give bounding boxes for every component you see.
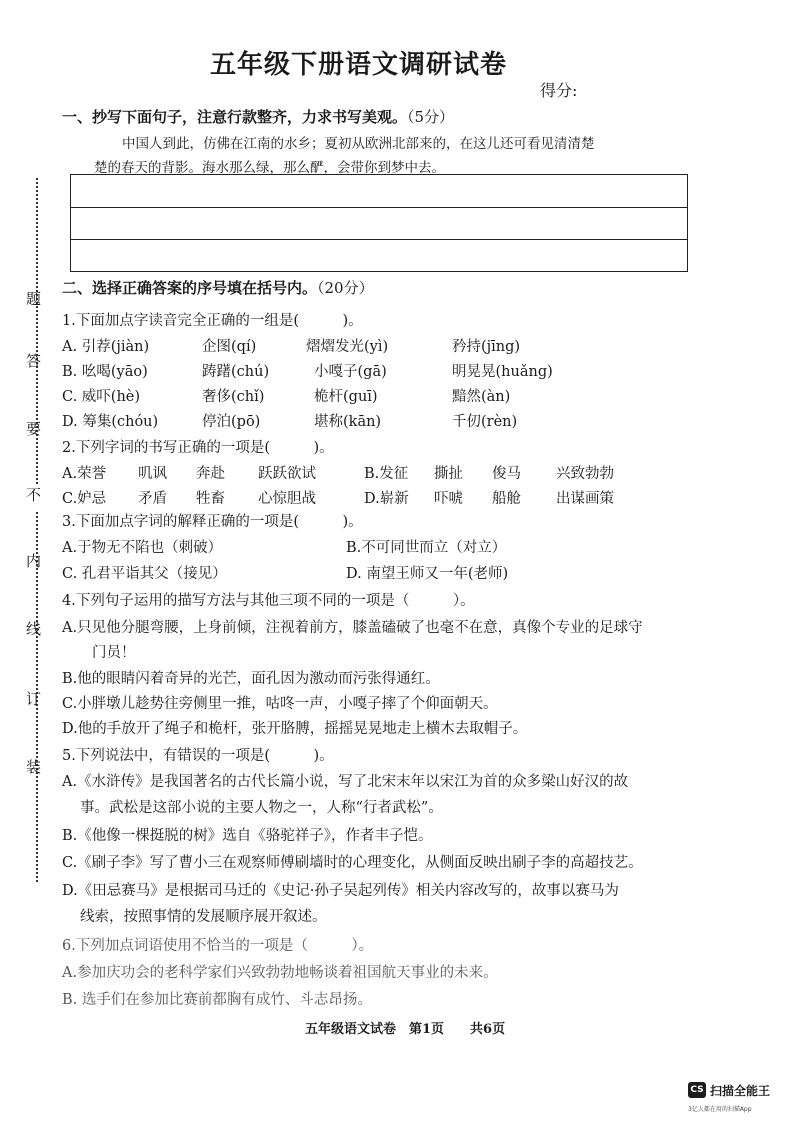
q2-word: 俊马 bbox=[492, 466, 521, 482]
q5-option-a-cont: 事。武松是这部小说的主要人物之一，人称“行者武松”。 bbox=[80, 800, 443, 816]
writing-rule bbox=[71, 239, 687, 240]
q1-option: 奢侈(chǐ) bbox=[202, 389, 265, 405]
q5-option-c: C.《刷子李》写了曹小三在观察师傅刷墙时的心理变化，从侧面反映出刷子李的高超技艺。 bbox=[62, 855, 643, 871]
q1-option: 堪称(kān) bbox=[314, 414, 382, 430]
q6-stem: 6.下列加点词语使用不恰当的一项是（ ）。 bbox=[62, 938, 374, 954]
passage-line-1: 中国人到此，仿佛在江南的水乡；夏初从欧洲北部来的，在这儿还可看见清清楚 bbox=[122, 136, 595, 152]
section2-heading-text: 二、选择正确答案的序号填在括号内。 bbox=[62, 279, 318, 297]
scanner-logo-icon: CS bbox=[688, 1082, 706, 1098]
q4-stem: 4.下列句子运用的描写方法与其他三项不同的一项是（ ）。 bbox=[62, 593, 475, 609]
margin-char: 内 bbox=[26, 552, 42, 570]
q1-option: 明晃晃(huǎng) bbox=[452, 364, 553, 380]
q1-option: C. 威吓(hè) bbox=[62, 389, 141, 405]
q4-option-a: A.只见他分腿弯腰，上身前倾，注视着前方，膝盖磕破了也毫不在意，真像个专业的足球守 bbox=[62, 620, 643, 636]
q2-word: 出谋画策 bbox=[556, 491, 614, 507]
q1-option: 千仞(rèn) bbox=[452, 414, 518, 430]
writing-rule bbox=[71, 207, 687, 208]
section1-heading-text: 一、抄写下面句子，注意行款整齐，力求书写美观。 bbox=[62, 108, 408, 126]
section2-points: （20分） bbox=[317, 279, 374, 297]
section1-heading bbox=[62, 106, 454, 127]
margin-char: 线 bbox=[26, 620, 42, 638]
scanner-app-name: 扫描全能王 bbox=[710, 1084, 771, 1098]
q2-word: A.荣誉 bbox=[62, 466, 107, 482]
q4-option-d: D.他的手放开了绳子和桅杆，张开胳膊，摇摇晃晃地走上横木去取帽子。 bbox=[62, 721, 528, 737]
q1-option: 停泊(pō) bbox=[202, 414, 261, 430]
q4-option-a-cont: 门员！ bbox=[92, 645, 136, 661]
margin-char: 要 bbox=[26, 420, 42, 438]
q2-word: C.妒忌 bbox=[62, 491, 107, 507]
margin-char: 装 bbox=[26, 758, 42, 776]
q2-word: 船舱 bbox=[492, 491, 521, 507]
q1-stem: 1.下面加点字读音完全正确的一组是( )。 bbox=[62, 313, 363, 329]
q5-option-d-cont: 线索，按照事情的发展顺序展开叙述。 bbox=[80, 909, 327, 925]
q6-option-b: B. 选手们在参加比赛前都胸有成竹、斗志昂扬。 bbox=[62, 992, 372, 1008]
q2-word: 兴致勃勃 bbox=[556, 466, 614, 482]
q3-option-b: B.不可同世而立（对立） bbox=[346, 540, 507, 556]
margin-char: 答 bbox=[26, 352, 42, 370]
q1-option: 熠熠发光(yì) bbox=[306, 339, 389, 355]
copy-writing-box[interactable] bbox=[70, 174, 688, 272]
page-footer: 五年级语文试卷 第1页 共6页 bbox=[305, 1022, 506, 1037]
q1-option: A. 引荐(jiàn) bbox=[62, 339, 150, 355]
q2-word: D.崭新 bbox=[364, 491, 409, 507]
q1-option: 小嘎子(gā) bbox=[314, 364, 387, 380]
q1-option: 踌躇(chú) bbox=[202, 364, 270, 380]
q1-option: D. 筹集(chóu) bbox=[62, 414, 159, 430]
page-title: 五年级下册语文调研试卷 bbox=[210, 50, 508, 80]
q2-word: 心惊胆战 bbox=[258, 491, 316, 507]
q6-option-a: A.参加庆功会的老科学家们兴致勃勃地畅谈着祖国航天事业的未来。 bbox=[62, 965, 498, 981]
section2-heading bbox=[62, 277, 374, 298]
q1-option: 企图(qí) bbox=[202, 339, 257, 355]
q4-option-c: C.小胖墩儿趁势往旁侧里一推，咕咚一声，小嘎子摔了个仰面朝天。 bbox=[62, 696, 498, 712]
q3-stem: 3.下面加点字词的解释正确的一项是( )。 bbox=[62, 514, 363, 530]
section1-points: （5分） bbox=[407, 108, 455, 126]
margin-char: 题 bbox=[26, 290, 42, 308]
q2-word: 矛盾 bbox=[138, 491, 167, 507]
q5-option-a: A.《水浒传》是我国著名的古代长篇小说，写了北宋末年以宋江为首的众多梁山好汉的故 bbox=[62, 774, 629, 790]
scanner-tagline: 3亿人都在用的扫描App bbox=[688, 1106, 752, 1113]
q3-option-d: D. 南望王师又一年(老师) bbox=[346, 566, 509, 582]
q2-word: 吓唬 bbox=[434, 491, 463, 507]
q5-option-b: B.《他像一棵挺脱的树》选自《骆驼祥子》，作者丰子恺。 bbox=[62, 828, 433, 844]
q2-word: 叽讽 bbox=[138, 466, 167, 482]
q3-option-c: C. 孔君平诣其父（接见） bbox=[62, 566, 227, 582]
q1-option: 桅杆(guī) bbox=[314, 389, 378, 405]
q1-option: 黯然(àn) bbox=[452, 389, 511, 405]
q3-option-a: A.于物无不陷也（刺破） bbox=[62, 540, 223, 556]
q2-word: 牲畜 bbox=[196, 491, 225, 507]
q2-stem: 2.下列字词的书写正确的一项是( )。 bbox=[62, 440, 334, 456]
q4-option-b: B.他的眼睛闪着奇异的光芒，面孔因为激动而污张得通红。 bbox=[62, 671, 440, 687]
score-label: 得分: bbox=[540, 81, 578, 100]
q1-option: 矜持(jīng) bbox=[452, 339, 521, 355]
q5-option-d: D.《田忌赛马》是根据司马迁的《史记·孙子吴起列传》相关内容改写的，故事以赛马为 bbox=[62, 883, 619, 899]
margin-char: 订 bbox=[26, 690, 42, 708]
q5-stem: 5.下列说法中，有错误的一项是( )。 bbox=[62, 748, 334, 764]
margin-char: 不 bbox=[26, 486, 42, 504]
q2-word: 跃跃欲试 bbox=[258, 466, 316, 482]
q1-option: B. 吆喝(yāo) bbox=[62, 364, 148, 380]
q2-word: 撕扯 bbox=[434, 466, 463, 482]
q2-word: 奔赴 bbox=[196, 466, 225, 482]
passage-line-2: 楚的春天的背影。海水那么绿，那么酽，会带你到梦中去。 bbox=[94, 160, 445, 176]
q2-word: B.发征 bbox=[364, 466, 409, 482]
